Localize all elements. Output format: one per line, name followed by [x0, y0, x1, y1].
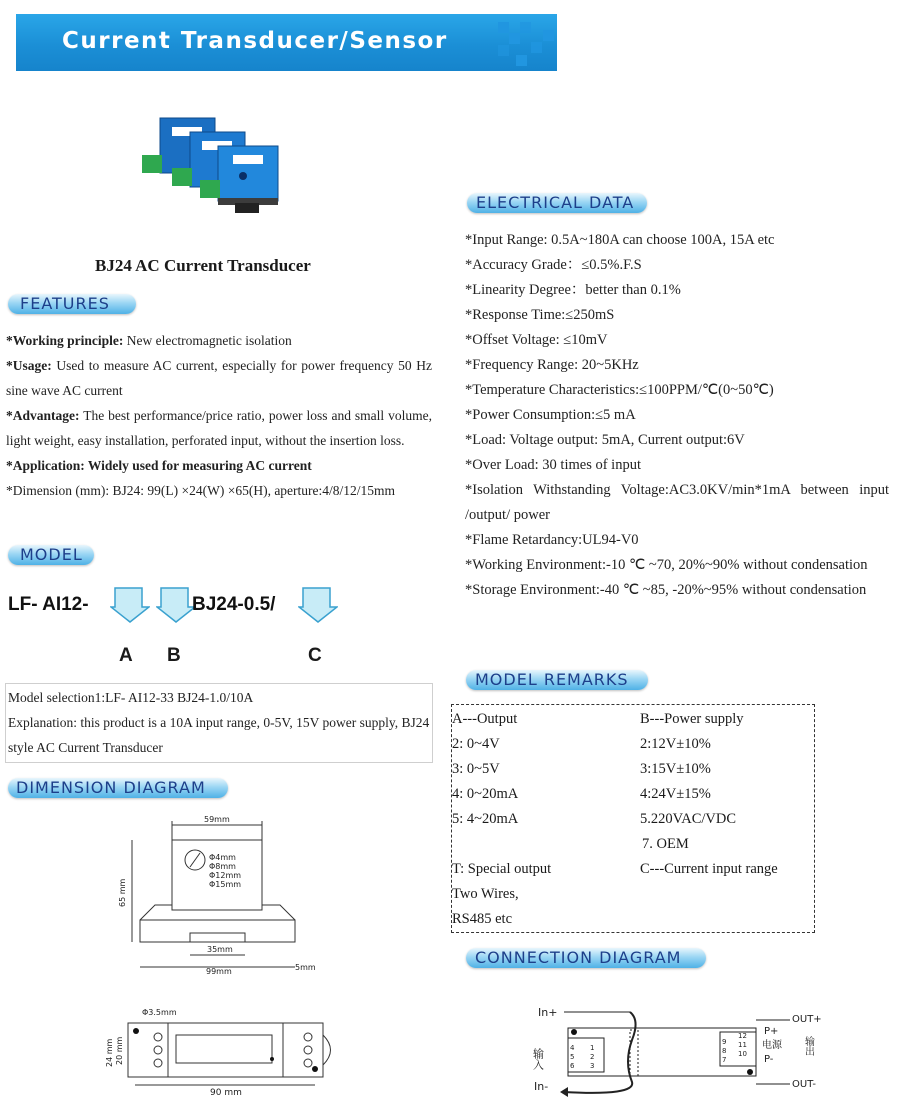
remarks-right-col: B---Power supply 2:12V±10% 3:15V±10% 4:24V±15% 5.220VAC/VDC 7. OEM C---Current input range [640, 711, 778, 877]
feature-advantage: *Advantage: The best performance/price ratio, power loss and small volume, light weight, easy installation, perforated input, without the insertion loss. [6, 408, 432, 448]
dimension-diagram-bottom [100, 1005, 360, 1105]
elec-item: *Load: Voltage output: 5mA, Current output:6V [465, 432, 745, 448]
elec-item: *Frequency Range: 20~5KHz [465, 357, 639, 373]
conn-in-minus: In- [534, 1080, 549, 1093]
dim-length: 99mm [206, 967, 232, 975]
elec-item: *Power Consumption:≤5 mA [465, 407, 636, 423]
elec-item: *Response Time:≤250mS [465, 307, 615, 323]
svg-text:9: 9 [722, 1038, 727, 1046]
conn-output-cn: 输出 [802, 1036, 814, 1056]
dim-hole: Φ3.5mm [142, 1008, 177, 1017]
elec-item: *Input Range: 0.5A~180A can choose 100A, 15A etc [465, 232, 775, 248]
electrical-list [465, 228, 889, 603]
conn-p-minus: P- [764, 1054, 774, 1065]
model-slot-a-icon [110, 585, 150, 625]
svg-text:4: 4 [570, 1044, 575, 1052]
electrical-heading: ELECTRICAL DATA [476, 193, 635, 212]
model-heading: MODEL [20, 545, 83, 564]
svg-text:1: 1 [590, 1044, 595, 1052]
dim-aperture-1: Φ4mm [209, 853, 236, 862]
svg-text:7: 7 [722, 1056, 727, 1064]
conn-input-cn: 输入 [531, 1048, 545, 1070]
page-title: Current Transducer/Sensor [62, 28, 448, 54]
connection-diagram [520, 1000, 860, 1104]
elec-item: *Offset Voltage: ≤10mV [465, 332, 608, 348]
remarks-left-col: A---Output 2: 0~4V 3: 0~5V 4: 0~20mA 5: 4~20mA T: Special output Two Wires, RS485 etc [452, 711, 552, 927]
elec-item: *Isolation Withstanding Voltage:AC3.0KV/min*1mA between input /output/ power [465, 482, 889, 523]
elec-item: *Over Load: 30 times of input [465, 457, 641, 473]
svg-text:8: 8 [722, 1047, 727, 1055]
dim-height: 65 mm [118, 878, 127, 907]
elec-item: *Temperature Characteristics:≤100PPM/℃(0~50℃) [465, 382, 774, 398]
feature-application: *Application: Widely used for measuring AC current [6, 458, 312, 473]
conn-p-plus: P+ [764, 1026, 779, 1037]
dim-aperture-2: Φ8mm [209, 862, 236, 871]
model-selection-box [5, 683, 433, 763]
dim-inner: 35mm [207, 945, 233, 954]
dim-bottom-length: 90 mm [210, 1088, 242, 1098]
elec-item: *Storage Environment:-40 ℃ ~85, -20%~95% without condensation [465, 582, 867, 598]
svg-text:3: 3 [590, 1062, 595, 1070]
conn-power-cn: 电源 [762, 1040, 782, 1051]
svg-text:11: 11 [738, 1041, 747, 1049]
model-selection: Model selection1:LF- AI12-33 BJ24-1.0/10A [8, 690, 254, 705]
model-middle: BJ24-0.5/ [192, 594, 276, 615]
elec-item: *Working Environment:-10 ℃ ~70, 20%~90% without condensation [465, 557, 868, 573]
svg-text:2: 2 [590, 1053, 595, 1061]
model-prefix: LF- AI12- [8, 594, 89, 615]
product-image [130, 110, 310, 225]
dim-top-width: 59mm [204, 815, 230, 824]
dim-foot: 5mm [295, 963, 316, 972]
model-letter-a: A [119, 645, 133, 666]
model-explanation: Explanation: this product is a 10A input range, 0-5V, 15V power supply, BJ24 style AC Current Transducer [8, 715, 430, 755]
conn-in-plus: In+ [538, 1006, 558, 1019]
remarks-box [451, 704, 815, 933]
features-text [6, 328, 432, 503]
elec-item: *Flame Retardancy:UL94-V0 [465, 532, 639, 548]
svg-text:6: 6 [570, 1062, 575, 1070]
svg-text:5: 5 [570, 1053, 575, 1061]
remarks-heading: MODEL REMARKS [475, 670, 629, 689]
model-slot-c-icon [298, 585, 338, 625]
model-letter-c: C [308, 645, 322, 666]
connection-heading: CONNECTION DIAGRAM [475, 948, 682, 967]
feature-working: *Working principle: New electromagnetic isolation [6, 333, 292, 348]
svg-text:12: 12 [738, 1032, 747, 1040]
dim-aperture-4: Φ15mm [209, 880, 242, 889]
model-slot-b-icon [156, 585, 196, 625]
product-caption: BJ24 AC Current Transducer [95, 256, 311, 275]
conn-out-minus: OUT- [792, 1079, 816, 1090]
feature-usage: *Usage: Used to measure AC current, especially for power frequency 50 Hz sine wave AC current [6, 358, 432, 398]
dimension-diagram-front [110, 815, 330, 975]
svg-text:10: 10 [738, 1050, 747, 1058]
dimension-heading: DIMENSION DIAGRAM [16, 778, 206, 797]
elec-item: *Accuracy Grade：≤0.5%.F.S [465, 257, 642, 273]
features-heading: FEATURES [20, 294, 110, 313]
feature-dimension: *Dimension (mm): BJ24: 99(L) ×24(W) ×65(H), aperture:4/8/12/15mm [6, 483, 396, 498]
dim-h24: 24 mm [105, 1038, 114, 1067]
dim-aperture-3: Φ12mm [209, 871, 242, 880]
conn-out-plus: OUT+ [792, 1014, 822, 1025]
dim-h20: 20 mm [115, 1036, 124, 1065]
model-letter-b: B [167, 645, 181, 666]
elec-item: *Linearity Degree：better than 0.1% [465, 282, 681, 298]
